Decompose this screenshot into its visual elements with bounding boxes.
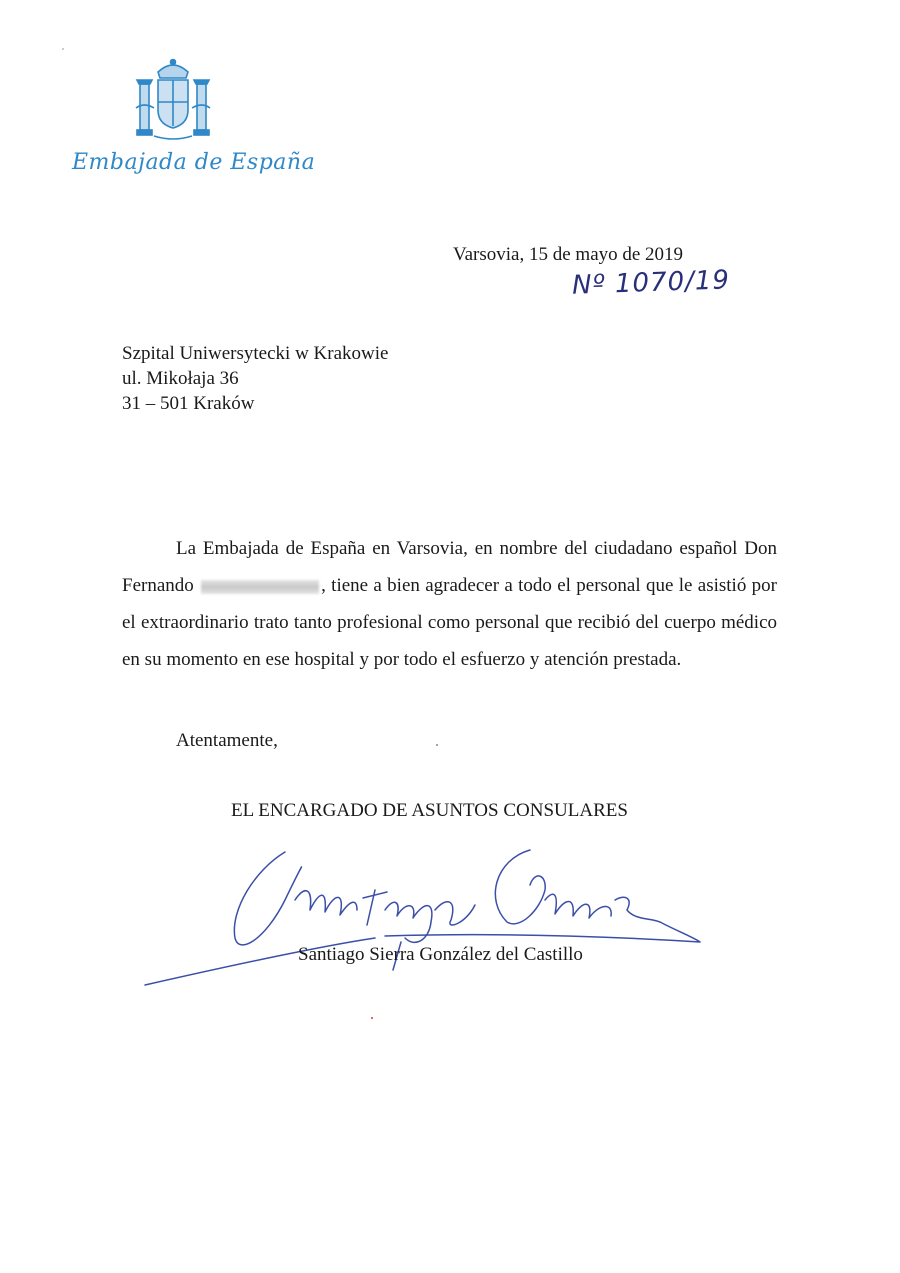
embassy-name: Embajada de España	[72, 150, 316, 175]
signature-graphic	[135, 830, 715, 1000]
redacted-surname	[201, 580, 319, 594]
body-part-2: , tiene a bien agradecer a todo el personal que le asistió por el extraordinario trato tanto profesional como personal que recibió del cuerpo médico en su momento en ese hospital y por todo el esfuerzo y atención prestada.	[122, 575, 777, 670]
scan-speck	[62, 48, 64, 50]
coat-of-arms-icon	[134, 58, 212, 142]
body-paragraph	[122, 530, 777, 678]
recipient-line-2: ul. Mikołaja 36	[122, 368, 239, 389]
recipient-address	[122, 341, 388, 416]
recipient-line-1: Szpital Uniwersytecki w Krakowie	[122, 343, 389, 364]
reference-number: Nº 1070/19	[571, 265, 731, 301]
signer-title: EL ENCARGADO DE ASUNTOS CONSULARES	[231, 800, 628, 821]
body-part-1: La Embajada de España en Varsovia, en nombre del ciudadano español Don Fernando	[122, 538, 777, 596]
closing: Atentamente,	[176, 730, 278, 751]
scan-speck	[436, 744, 438, 746]
scan-speck	[371, 1017, 373, 1019]
recipient-line-3: 31 – 501 Kraków	[122, 393, 255, 414]
signer-name: Santiago Sierra González del Castillo	[298, 944, 583, 965]
date-line: Varsovia, 15 de mayo de 2019	[453, 244, 684, 265]
